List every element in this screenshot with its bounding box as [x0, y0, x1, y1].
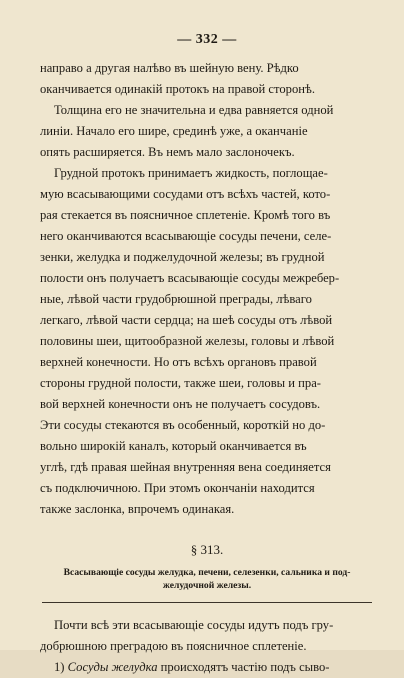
text-line: опять расширяется. Въ немъ мало заслоночекъ.: [40, 145, 295, 159]
section-mark: § 313.: [190, 542, 224, 557]
line-rest: происходятъ частію подъ сыво-: [160, 660, 330, 674]
text-line: легкаго, лѣвой части сердца; на шеѣ сосуды отъ лѣвой: [40, 313, 333, 327]
text-line: Толщина его не значительна и едва равняется одной: [54, 103, 334, 117]
paragraph-3: [40, 163, 374, 520]
text-line: [40, 657, 374, 678]
text-line: углѣ, гдѣ правая шейная внутренняя вена соединяется: [40, 460, 331, 474]
text-line: ные, лѣвой части грудобрюшной преграды, лѣваго: [40, 292, 312, 306]
italic-term: Сосуды желудка: [67, 660, 158, 674]
text-line: полости онъ получаетъ всасывающіе сосуды межребер-: [40, 271, 340, 285]
section-title: [40, 566, 374, 592]
text-line: него оканчиваются всасывающіе сосуды печени, селе-: [40, 229, 332, 243]
paragraph-1: [40, 58, 374, 100]
text-line: добрюшною преградою въ поясничное сплетеніе.: [40, 639, 307, 653]
text-line: половины шеи, щитообразной железы, головы и лѣвой: [40, 334, 335, 348]
text-line: верхней конечности. Но отъ всѣхъ органовъ правой: [40, 355, 317, 369]
text-line: Грудной протокъ принимаетъ жидкость, поглощае-: [54, 166, 328, 180]
list-number: 1): [54, 660, 65, 674]
paragraph-5: [40, 657, 374, 678]
text-line: Эти сосуды стекаются въ особенный, короткій но до-: [40, 418, 326, 432]
divider: [42, 602, 372, 603]
text-line: оканчивается одинакій протокъ на правой сторонѣ.: [40, 82, 315, 96]
page-number: — 332 —: [177, 32, 237, 47]
paragraph-4: [40, 615, 374, 657]
text-line: рая стекается въ поясничное сплетеніе. Кромѣ того въ: [40, 208, 331, 222]
text-line: направо а другая налѣво въ шейную вену. Рѣдко: [40, 61, 299, 75]
text-line: также заслонка, впрочемъ одинакая.: [40, 502, 235, 516]
text-line: вольно широкій каналъ, который оканчивается въ: [40, 439, 307, 453]
text-line: вой верхней конечности онъ не получаетъ сосудовъ.: [40, 397, 321, 411]
text-line: стороны грудной полости, также шеи, головы и пра-: [40, 376, 321, 390]
text-line: мую всасывающими сосудами отъ всѣхъ частей, кото-: [40, 187, 331, 201]
text-line: Почти всѣ эти всасывающіе сосуды идутъ подъ гру-: [54, 618, 334, 632]
text-line: зенки, желудка и поджелудочной железы; въ грудной: [40, 250, 325, 264]
text-line: съ подключичною. При этомъ окончаніи находится: [40, 481, 315, 495]
paragraph-2: [40, 100, 374, 163]
text-line: линіи. Начало его шире, срединѣ уже, а оканчаніе: [40, 124, 308, 138]
section-title-line: Всасывающіе сосуды желудка, печени, селезенки, сальника и под-: [63, 567, 351, 578]
section-title-line: желудочной железы.: [162, 580, 252, 591]
